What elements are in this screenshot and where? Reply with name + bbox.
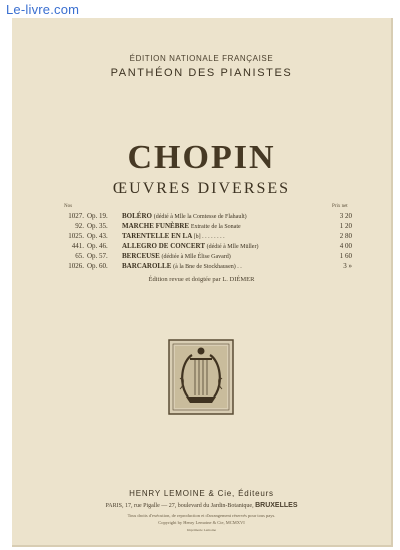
work-price: 4 00 xyxy=(339,242,352,250)
work-number: 1027. xyxy=(68,212,84,220)
works-subtitle: ŒUVRES DIVERSES xyxy=(112,180,291,197)
work-number: 1025. xyxy=(68,232,84,240)
publisher-name: HENRY LEMOINE & Cie, Éditeurs xyxy=(129,489,274,498)
work-title: BOLÉRO xyxy=(122,212,152,220)
publisher-address xyxy=(12,502,391,509)
composer-title: CHOPIN xyxy=(127,139,276,176)
work-row xyxy=(62,261,352,271)
work-opus: Op. 19. xyxy=(87,212,108,220)
work-price: 3 » xyxy=(343,262,352,270)
watermark-logo: Le-livre.com xyxy=(6,2,80,17)
work-price: 1 60 xyxy=(339,252,352,260)
work-opus: Op. 46. xyxy=(87,242,108,250)
works-list xyxy=(62,211,352,271)
lyre-emblem-icon xyxy=(168,339,234,415)
work-opus: Op. 35. xyxy=(87,222,108,230)
work-detail: Extraite de la Sonate xyxy=(190,224,241,230)
series-title: PANTHÉON DES PIANISTES xyxy=(110,67,293,79)
work-title: BARCAROLLE xyxy=(122,262,172,270)
work-title: ALLEGRO DE CONCERT xyxy=(122,242,205,250)
work-price: 1 20 xyxy=(339,222,352,230)
work-price: 3 20 xyxy=(339,212,352,220)
price-column-header: Prix net xyxy=(332,204,348,209)
address-separator: — xyxy=(159,503,169,509)
work-opus: Op. 57. xyxy=(87,252,108,260)
address-city: BRUXELLES xyxy=(255,502,298,509)
work-opus: Op. 43. xyxy=(87,232,108,240)
rights-notice: Tous droits d'exécution, de reproduction et d'arrangement réservés pour tous pays. xyxy=(127,513,276,518)
copyright-notice: Copyright by Henry Lemoine & Cie, MCMXVI xyxy=(158,520,245,525)
work-number: 1026. xyxy=(68,262,84,270)
work-number: 441. xyxy=(71,242,84,250)
work-opus: Op. 60. xyxy=(87,262,108,270)
work-detail: (à la Bne de Stockhausen) . . xyxy=(173,264,242,270)
printer-mark: Imprimerie Lemoine xyxy=(186,528,217,532)
work-title-cell xyxy=(122,261,322,272)
work-detail: (dédié à Mlle Müller) xyxy=(206,244,259,250)
work-number: 65. xyxy=(75,252,84,260)
address-paris: PARIS, 17, rue Pigalle xyxy=(105,503,160,509)
address-brussels: 27, boulevard du Jardin-Botanique, xyxy=(168,503,254,509)
number-column-header: Nos xyxy=(64,204,73,209)
work-price: 2 80 xyxy=(339,232,352,240)
work-title: TARENTELLE EN LA xyxy=(122,232,192,240)
work-row xyxy=(62,221,352,231)
work-row xyxy=(62,211,352,221)
work-number: 92. xyxy=(75,222,84,230)
work-title: MARCHE FUNÈBRE xyxy=(122,222,190,230)
work-row xyxy=(62,251,352,261)
edition-label: ÉDITION NATIONALE FRANÇAISE xyxy=(129,54,274,63)
score-cover xyxy=(12,18,393,547)
work-title: BERCEUSE xyxy=(122,252,160,260)
work-detail: [b] . . . . . . . . xyxy=(193,234,225,240)
work-row xyxy=(62,241,352,251)
work-detail: (dédié à Mlle la Comtesse de Flahault) xyxy=(153,214,247,220)
editor-note: Édition revue et doigtée par L. DIÉMER xyxy=(148,276,255,283)
work-detail: (dédiée à Mlle Élise Gavard) xyxy=(161,254,231,260)
work-row xyxy=(62,231,352,241)
